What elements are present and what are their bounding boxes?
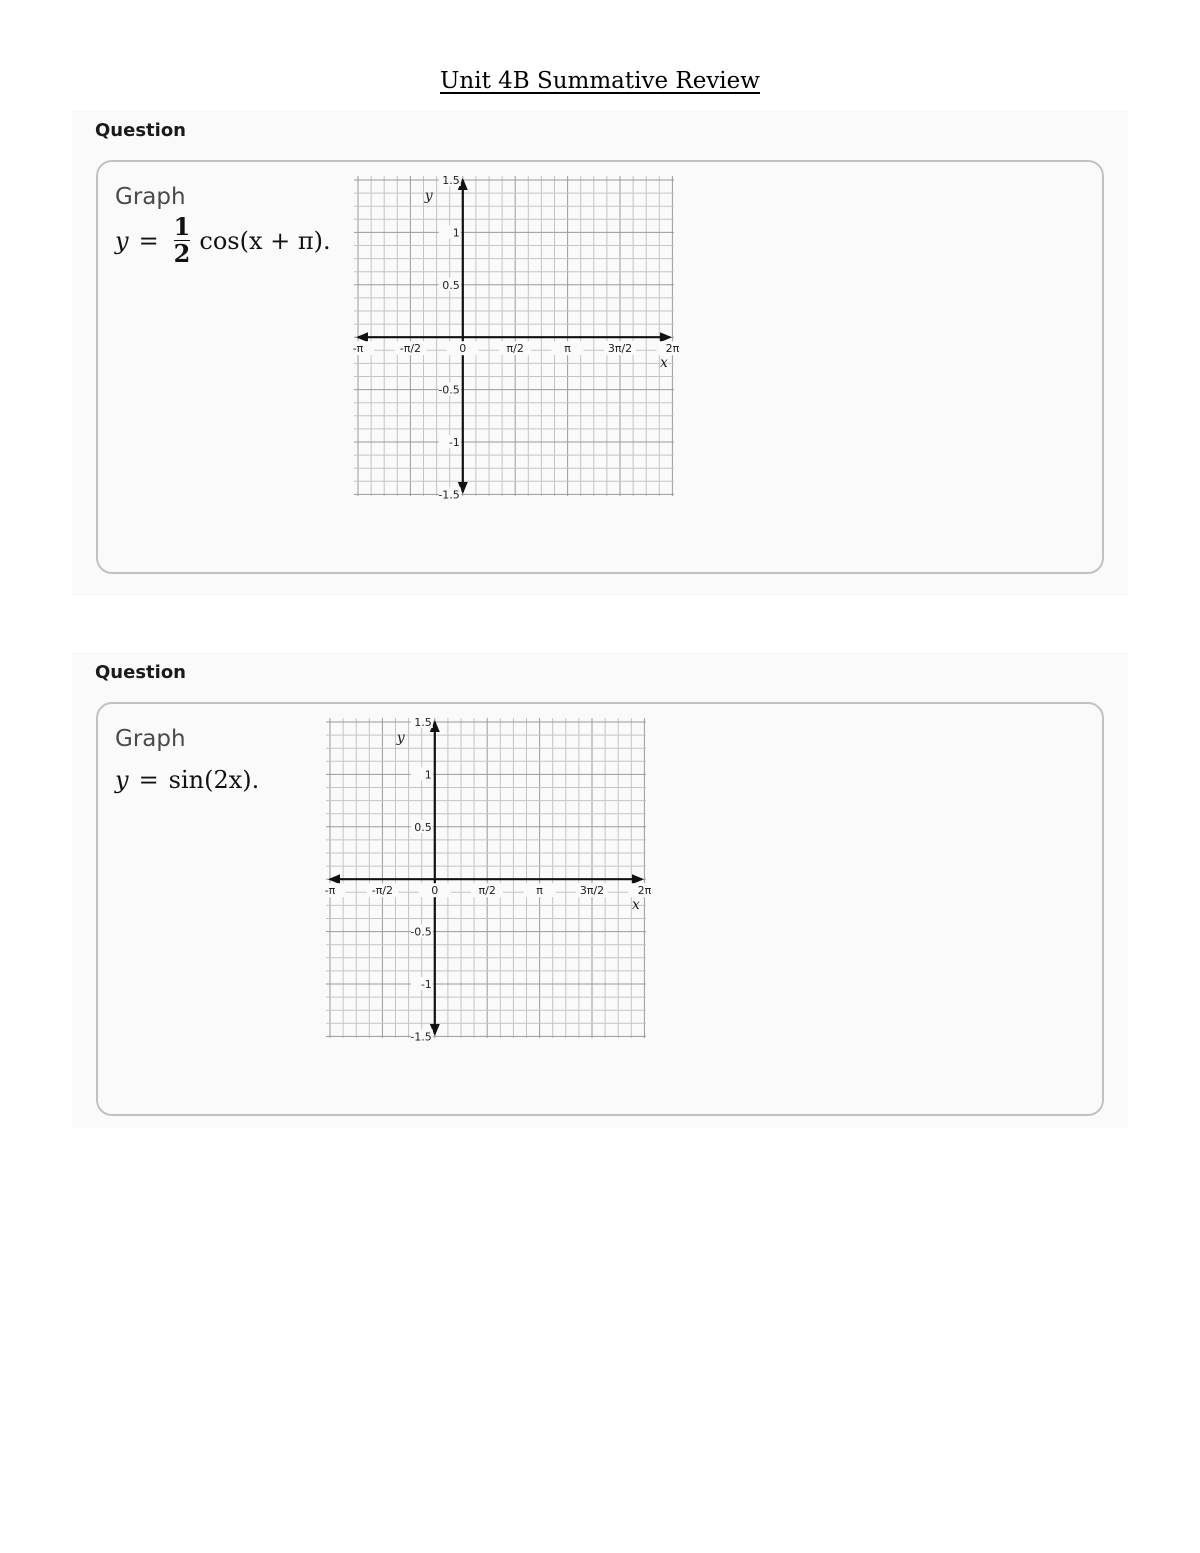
graph-grid[interactable]	[352, 174, 680, 502]
equation	[115, 214, 331, 267]
x-tick-label: -π/2	[399, 342, 422, 356]
equation	[115, 766, 259, 794]
x-tick-label: -π	[324, 884, 336, 898]
equation-rest: cos(x + π).	[199, 226, 331, 255]
equation-equals: =	[138, 226, 159, 255]
x-tick-label: -π/2	[371, 884, 394, 898]
question-prompt: Graph	[115, 726, 186, 752]
question-prompt: Graph	[115, 184, 186, 210]
y-axis-label: y	[396, 730, 405, 746]
y-tick-label: -1	[448, 436, 460, 449]
y-tick-label: 0.5	[442, 278, 460, 292]
equation-lhs: y	[115, 226, 129, 255]
equation-lhs: y	[115, 766, 129, 794]
x-tick-label: π	[564, 342, 571, 356]
axis-arrow-icon	[660, 332, 672, 342]
fraction-denominator: 2	[173, 239, 191, 268]
x-axis-label: x	[632, 897, 640, 914]
x-tick-label: 3π/2	[579, 884, 605, 898]
page-title: Unit 4B Summative Review	[440, 68, 760, 94]
y-tick-label: -1.5	[410, 1030, 432, 1044]
grid-lines	[326, 718, 646, 1038]
graph-grid[interactable]	[324, 716, 652, 1044]
equation-equals: =	[138, 766, 159, 794]
y-tick-label: 1.5	[414, 716, 432, 729]
question-section-1	[72, 110, 1128, 596]
y-tick-label: 1	[452, 226, 460, 240]
x-tick-label: 2π	[665, 342, 680, 356]
y-tick-label: 1.5	[442, 174, 460, 187]
y-tick-label: -1	[420, 978, 432, 991]
x-tick-label: π/2	[506, 342, 524, 356]
question-label: Question	[95, 662, 186, 683]
equation-rest: sin(2x).	[168, 766, 260, 794]
x-tick-label: 3π/2	[607, 342, 633, 356]
grid-lines	[354, 176, 674, 496]
y-tick-label: 1	[424, 768, 432, 782]
x-tick-label: 2π	[637, 884, 652, 898]
y-tick-label: -1.5	[438, 488, 460, 502]
x-tick-label: π	[536, 884, 543, 898]
x-axis-label: x	[660, 355, 668, 372]
question-section-2	[72, 652, 1128, 1128]
y-tick-label: -0.5	[410, 925, 432, 939]
question-label: Question	[95, 120, 186, 141]
x-tick-label: 0	[431, 884, 439, 898]
x-tick-label: π/2	[478, 884, 496, 898]
y-tick-label: 0.5	[414, 820, 432, 834]
question-card	[96, 702, 1104, 1116]
question-card	[96, 160, 1104, 574]
x-tick-label: 0	[459, 342, 467, 356]
equation-fraction	[171, 214, 194, 267]
y-axis-label: y	[424, 188, 433, 204]
axis-arrow-icon	[632, 874, 644, 884]
fraction-numerator: 1	[173, 212, 191, 241]
x-tick-label: -π	[352, 342, 364, 356]
y-tick-label: -0.5	[438, 383, 460, 397]
